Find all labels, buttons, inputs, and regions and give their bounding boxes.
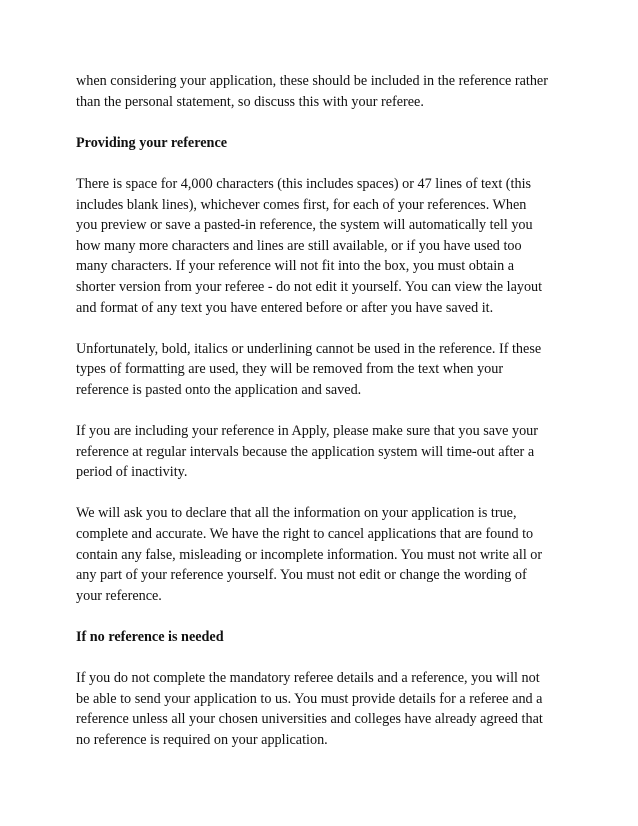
text-line: many characters. If your reference will not fit into the box, you must obtain a — [76, 258, 515, 275]
text-line: any part of your reference yourself. You must not edit or change the wording of — [76, 567, 527, 584]
text-line: There is space for 4,000 characters (this includes spaces) or 47 lines of text (this — [76, 175, 532, 192]
text-line: you preview or save a pasted-in reference, the system will automatically tell you — [76, 217, 533, 234]
text-line: be able to send your application to us. You must provide details for a referee and a — [76, 690, 543, 707]
text-line: shorter version from your referee - do not edit it yourself. You can view the layout — [76, 278, 543, 295]
text-line: period of inactivity. — [76, 464, 188, 481]
text-line: contain any false, misleading or incomplete information. You must not write all or — [76, 546, 543, 563]
heading-text: Providing your reference — [76, 134, 228, 151]
text-line: complete and accurate. We have the right to cancel applications that are found to — [76, 526, 534, 543]
heading-text: If no reference is needed — [76, 629, 224, 646]
text-line: reference at regular intervals because the application system will time-out after a — [76, 443, 535, 460]
text-line: your reference. — [76, 587, 162, 604]
paragraph-mandatory-referee — [76, 668, 572, 750]
text-line: If you are including your reference in Apply, please make sure that you save your — [76, 423, 538, 440]
text-line: when considering your application, these should be included in the reference rather — [76, 73, 548, 89]
text-line: reference is pasted onto the application and saved. — [76, 381, 362, 398]
text-line: If you do not complete the mandatory referee details and a reference, you will not — [76, 670, 540, 687]
heading-no-reference-needed — [76, 627, 572, 648]
heading-providing-reference — [76, 133, 572, 154]
text-line: includes blank lines), whichever comes first, for each of your references. When — [76, 196, 527, 213]
paragraph-referee-discussion — [76, 71, 572, 112]
paragraph-space-limits — [76, 174, 572, 318]
document-body — [76, 71, 572, 771]
text-line: no reference is required on your application. — [76, 732, 328, 748]
paragraph-declaration — [76, 503, 572, 606]
paragraph-formatting — [76, 339, 572, 401]
text-line: types of formatting are used, they will be removed from the text when your — [76, 361, 504, 378]
text-line: and format of any text you have entered before or after you have saved it. — [76, 299, 494, 316]
text-line: how many more characters and lines are still available, or if you have used too — [76, 237, 522, 254]
text-line: Unfortunately, bold, italics or underlining cannot be used in the reference. If these — [76, 340, 542, 357]
text-line: We will ask you to declare that all the information on your application is true, — [76, 505, 517, 522]
text-line: than the personal statement, so discuss this with your referee. — [76, 93, 424, 110]
paragraph-save-intervals — [76, 421, 572, 483]
text-line: reference unless all your chosen universities and colleges have already agreed that — [76, 711, 543, 728]
